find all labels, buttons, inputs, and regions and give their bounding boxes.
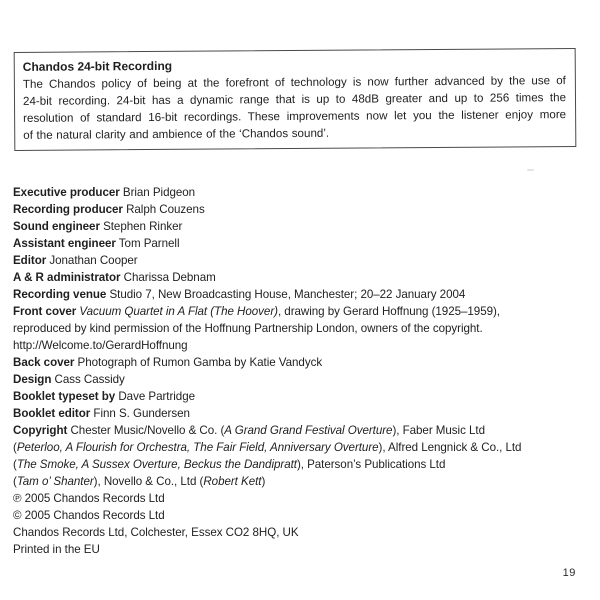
credit-line — [13, 303, 597, 320]
text-run: Editor — [13, 254, 47, 267]
text-run: Brian Pidgeon — [119, 186, 196, 199]
text-run: Front cover — [13, 305, 77, 318]
text-run: Copyright — [13, 424, 68, 437]
text-run: Ralph Couzens — [122, 203, 205, 216]
page-number: 19 — [562, 567, 576, 579]
text-run: Studio 7, New Broadcasting House, Manchester; 20–22 January 2004 — [106, 288, 466, 301]
text-run: Back cover — [13, 356, 75, 369]
text-run: Assistant engineer — [13, 237, 116, 250]
credit-line — [13, 507, 597, 524]
credit-line — [13, 405, 597, 422]
text-run: Photograph of Rumon Gamba by Katie Vandyck — [74, 356, 323, 369]
credit-line — [13, 422, 597, 439]
text-run: Charissa Debnam — [120, 271, 216, 284]
text-run: , drawing by Gerard Hoffnung (1925–1959), — [277, 305, 500, 318]
info-box-line: The Chandos policy of being at the forefront of technology is now further advanced by the use of — [22, 74, 566, 91]
text-run: Jonathan Cooper — [46, 254, 138, 267]
text-run: Cass Cassidy — [51, 373, 125, 386]
text-run: Finn S. Gundersen — [90, 407, 190, 420]
credit-line — [13, 490, 597, 507]
credit-line — [13, 252, 597, 269]
text-run: Booklet editor — [13, 407, 91, 420]
info-box-line: of the natural clarity and ambience of the ‘Chandos sound’. — [23, 126, 330, 142]
scan-artifact — [527, 169, 534, 171]
text-run: Tam o’ Shanter — [16, 475, 94, 488]
credit-line — [13, 286, 597, 303]
credit-line — [13, 320, 597, 337]
text-run: ( — [13, 458, 17, 471]
credit-line — [13, 218, 597, 235]
text-run: The Smoke, A Sussex Overture, Beckus the Dandipratt — [16, 458, 297, 471]
text-run: ), Novello & Co., Ltd ( — [93, 475, 204, 488]
credits-list — [13, 184, 597, 558]
credit-line — [13, 541, 597, 558]
info-box-title: Chandos 24-bit Recording — [22, 58, 173, 74]
text-run: ), Faber Music Ltd — [392, 424, 485, 437]
info-box-line: resolution of standard 16-bit recordings. These improvements now let you the listener enjoy more — [23, 108, 567, 125]
text-run: http://Welcome.to/GerardHoffnung — [13, 339, 188, 352]
text-run: Booklet typeset by — [13, 390, 116, 403]
info-box-line: 24-bit recording. 24-bit has a dynamic range that is up to 48dB greater and up to 256 times the — [22, 91, 567, 108]
text-run: Tom Parnell — [115, 237, 180, 250]
text-run: ) — [261, 475, 266, 488]
text-run: Vacuum Quartet in A Flat (The Hoover) — [79, 305, 278, 318]
text-run: Sound engineer — [13, 220, 100, 233]
text-run: Recording venue — [13, 288, 107, 301]
credit-line — [13, 235, 597, 252]
text-run: Peterloo, A Flourish for Orchestra, The Fair Field, Anniversary Overture — [16, 441, 379, 454]
text-run: ( — [13, 475, 17, 488]
credit-line — [13, 371, 597, 388]
info-box-body — [23, 72, 566, 144]
credit-line — [13, 184, 597, 201]
text-run: Chandos Records Ltd, Colchester, Essex CO2 8HQ, UK — [13, 526, 299, 539]
text-run: Printed in the EU — [13, 543, 100, 556]
text-run: Dave Partridge — [115, 390, 195, 403]
credit-line — [13, 269, 597, 286]
text-run: A Grand Grand Festival Overture — [224, 424, 393, 437]
credit-line — [13, 439, 597, 456]
recording-info-box — [14, 48, 577, 151]
text-run: Chester Music/Novello & Co. ( — [67, 424, 225, 437]
text-run: ℗ 2005 Chandos Records Ltd — [13, 492, 165, 505]
text-run: ( — [13, 441, 17, 454]
text-run: Executive producer — [13, 186, 120, 199]
text-run: reproduced by kind permission of the Hoffnung Partnership London, owners of the copyright. — [13, 322, 483, 335]
credit-line — [13, 388, 597, 405]
credit-line — [13, 354, 597, 371]
text-run: © 2005 Chandos Records Ltd — [13, 509, 165, 522]
credit-line — [13, 337, 597, 354]
credit-line — [13, 456, 597, 473]
credit-line — [13, 524, 597, 541]
text-run: Stephen Rinker — [99, 220, 183, 233]
text-run: ), Alfred Lengnick & Co., Ltd — [378, 441, 522, 454]
credit-line — [13, 473, 597, 490]
text-run: Robert Kett — [203, 475, 262, 488]
text-run: Recording producer — [13, 203, 123, 216]
text-run: ), Paterson’s Publications Ltd — [296, 458, 446, 471]
text-run: A & R administrator — [13, 271, 121, 284]
credit-line — [13, 201, 597, 218]
text-run: Design — [13, 373, 52, 386]
